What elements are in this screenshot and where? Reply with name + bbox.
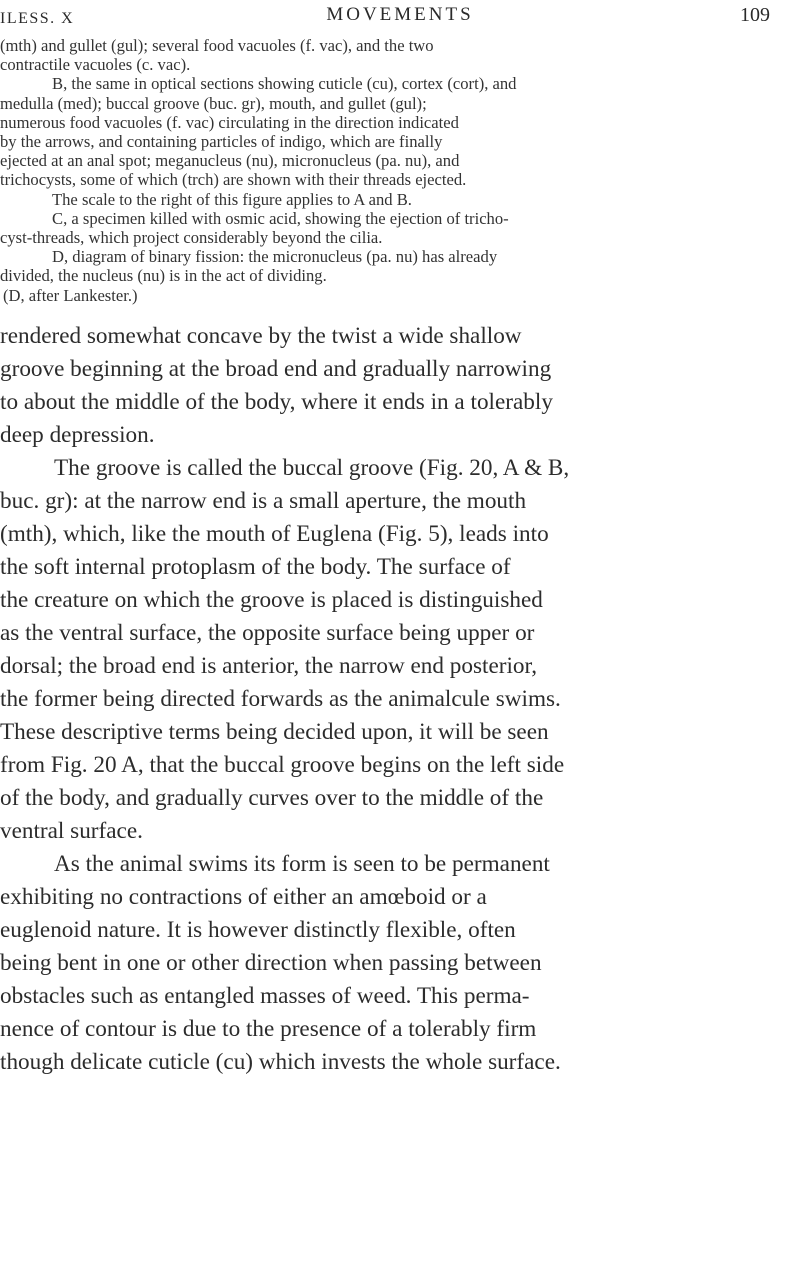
caption-line: B, the same in optical sections showing cuticle (cu), cortex (cort), and [52,74,517,94]
body-line: (mth), which, like the mouth of Euglena (Fig. 5), leads into [0,521,549,547]
caption-line: numerous food vacuoles (f. vac) circulating in the direction indicated [0,112,459,132]
caption-credit: (D, after Lankester.) [3,285,138,305]
caption-line: by the arrows, and containing particles of indigo, which are finally [0,132,443,152]
body-line: the creature on which the groove is placed is distinguished [0,587,543,613]
page-number: 109 [740,4,770,26]
caption-line: contractile vacuoles (c. vac). [0,55,191,75]
body-line: dorsal; the broad end is anterior, the narrow end posterior, [0,653,538,679]
caption-line: trichocysts, some of which (trch) are shown with their threads ejected. [0,170,467,190]
caption-line: The scale to the right of this figure applies to A and B. [52,189,412,209]
body-line: The groove is called the buccal groove (Fig. 20, A & B, [54,455,570,481]
body-line: ventral surface. [0,818,143,844]
body-line: deep depression. [0,422,155,448]
caption-line: C, a specimen killed with osmic acid, showing the ejection of tricho- [52,208,509,228]
figure-caption [0,36,790,305]
body-line: of the body, and gradually curves over to the middle of the [0,785,544,811]
body-line: These descriptive terms being decided upon, it will be seen [0,719,549,745]
body-line: being bent in one or other direction when passing between [0,950,542,976]
caption-line: cyst-threads, which project considerably beyond the cilia. [0,228,383,248]
body-line: from Fig. 20 A, that the buccal groove begins on the left side [0,752,565,778]
caption-line: medulla (med); buccal groove (buc. gr), mouth, and gullet (gul); [0,93,427,113]
caption-line: (mth) and gullet (gul); several food vacuoles (f. vac), and the two [0,36,434,55]
caption-line: D, diagram of binary fission: the micronucleus (pa. nu) has already [52,247,498,267]
body-line: as the ventral surface, the opposite surface being upper or [0,620,535,646]
body-line: euglenoid nature. It is however distinctly flexible, often [0,917,516,943]
running-head-left: ILESS. X [0,10,75,27]
body-line: rendered somewhat concave by the twist a wide shallow [0,323,522,349]
body-line: to about the middle of the body, where it ends in a tolerably [0,389,553,415]
running-title: MOVEMENTS [326,4,474,25]
body-line: though delicate cuticle (cu) which invests the whole surface. [0,1049,561,1075]
body-line: groove beginning at the broad end and gradually narrowing [0,356,552,382]
body-line: buc. gr): at the narrow end is a small aperture, the mouth [0,488,527,514]
body-line: the former being directed forwards as the animalcule swims. [0,686,561,712]
caption-line: ejected at an anal spot; meganucleus (nu), micronucleus (pa. nu), and [0,151,460,171]
caption-line: divided, the nucleus (nu) is in the act of dividing. [0,266,327,286]
body-text [0,320,786,1079]
body-line: obstacles such as entangled masses of weed. This perma- [0,983,530,1009]
page-header [0,2,800,32]
body-line: exhibiting no contractions of either an amœboid or a [0,884,487,910]
body-line: the soft internal protoplasm of the body. The surface of [0,554,511,580]
body-line: As the animal swims its form is seen to be permanent [54,851,550,877]
body-line: nence of contour is due to the presence of a tolerably firm [0,1016,537,1042]
